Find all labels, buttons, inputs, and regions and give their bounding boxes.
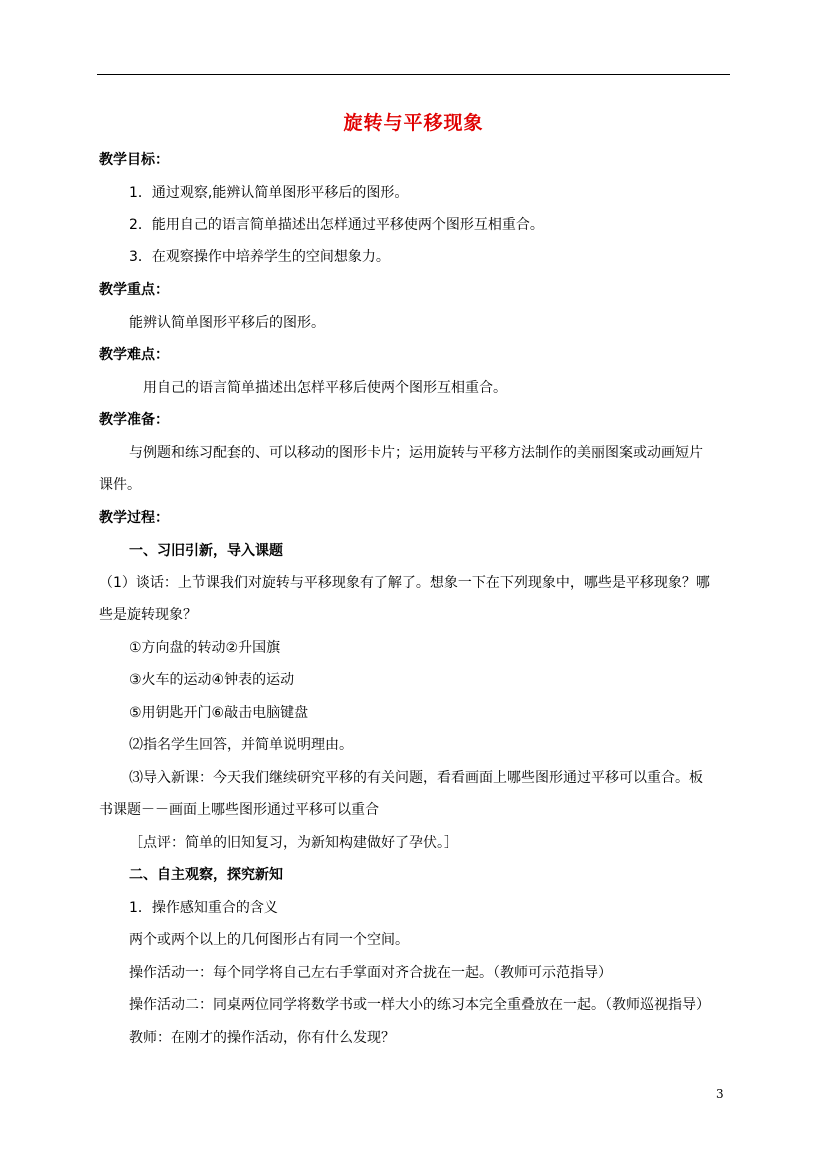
section-2-line-5: 教师：在刚才的操作活动，你有什么发现？ bbox=[129, 1030, 395, 1046]
difficulties-heading: 教学难点： bbox=[99, 347, 169, 363]
objective-item-3: 3．在观察操作中培养学生的空间想象力。 bbox=[129, 249, 390, 265]
preparation-line-1: 与例题和练习配套的、可以移动的图形卡片；运用旋转与平移方法制作的美丽图案或动画短片 bbox=[129, 445, 703, 461]
preparation-heading: 教学准备： bbox=[99, 412, 169, 428]
section-1-line-7: ⑶导入新课：今天我们继续研究平移的有关问题，看看画面上哪些图形通过平移可以重合。板 bbox=[129, 770, 703, 786]
section-1-line-9: ［点评：简单的旧知复习，为新知构建做好了孕伏。］ bbox=[129, 835, 458, 851]
section-2-line-3: 操作活动一：每个同学将自己左右手掌面对齐合拢在一起。（教师可示范指导） bbox=[129, 965, 612, 981]
objective-item-1: 1．通过观察,能辨认简单图形平移后的图形。 bbox=[129, 185, 409, 201]
section-1-line-6: ⑵指名学生回答，并简单说明理由。 bbox=[129, 737, 353, 753]
difficulties-text: 用自己的语言简单描述出怎样平移后使两个图形互相重合。 bbox=[143, 380, 507, 396]
objectives-heading: 教学目标： bbox=[99, 152, 169, 168]
section-2-title: 二、自主观察，探究新知 bbox=[129, 867, 283, 883]
section-2-line-4: 操作活动二：同桌两位同学将数学书或一样大小的练习本完全重叠放在一起。（教师巡视指导） bbox=[129, 997, 710, 1013]
objective-item-2: 2．能用自己的语言简单描述出怎样通过平移使两个图形互相重合。 bbox=[129, 217, 544, 233]
key-points-heading: 教学重点： bbox=[99, 282, 169, 298]
process-heading: 教学过程： bbox=[99, 510, 169, 526]
section-1-line-8: 书课题－－画面上哪些图形通过平移可以重合 bbox=[99, 802, 379, 818]
section-2-line-2: 两个或两个以上的几何图形占有同一个空间。 bbox=[129, 932, 409, 948]
section-1-line-5: ⑤用钥匙开门⑥敲击电脑键盘 bbox=[129, 705, 309, 721]
section-1-line-3: ①方向盘的转动②升国旗 bbox=[129, 640, 281, 656]
preparation-line-2: 课件。 bbox=[99, 477, 141, 493]
section-1-line-2: 些是旋转现象？ bbox=[99, 607, 197, 623]
section-1-title: 一、习旧引新，导入课题 bbox=[129, 543, 283, 559]
header-rule bbox=[97, 74, 730, 75]
section-2-line-1: 1．操作感知重合的含义 bbox=[129, 900, 278, 916]
section-1-line-4: ③火车的运动④钟表的运动 bbox=[129, 672, 295, 688]
key-points-text: 能辨认简单图形平移后的图形。 bbox=[129, 315, 325, 331]
document-title: 旋转与平移现象 bbox=[343, 112, 484, 134]
section-1-line-1: （1）谈话：上节课我们对旋转与平移现象有了解了。想象一下在下列现象中，哪些是平移现象？哪 bbox=[99, 575, 710, 591]
page-number: 3 bbox=[716, 1087, 724, 1101]
